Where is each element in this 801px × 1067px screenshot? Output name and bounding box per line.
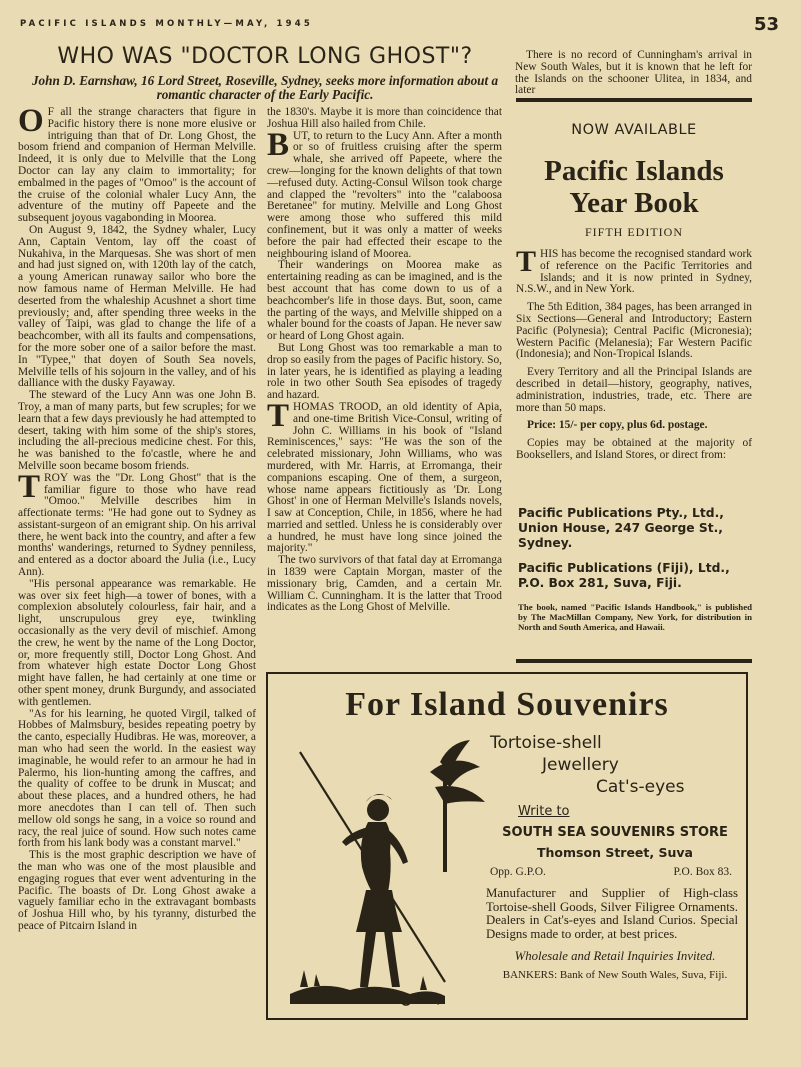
artist-signature: Okusey: [418, 996, 442, 1005]
paragraph: "As for his learning, he quoted Virgil, talked of Hobbes of Malmsbury, besides repeating poetry by the canto, especially Hudibras. He was, moreover, a man who had seen the world. In the easiest way imaginable, he would refer to an armour he had in Palermo, his lion-hunting among the caffres, and the quality of coffee to be drunk in Muscat; and about these places, and a hundred others, he had more anecdotes than I can tell of. Then such mellow old songs he sang, in a voice so round and racy, the real juice of sound. How such notes came forth from his lank body was a constant marvel.": [18, 707, 256, 850]
paragraph: This is the most graphic description we have of the man who was one of the most plausible and engaging rogues that ever went adventuring in the Pacific. The boasts of Dr. Long Ghost awake a vaguely familiar echo in the extravagant bombasts of Joshua Hill who, by his tyranny, disturbed the peace of Pitcairn Island in: [18, 849, 256, 932]
store-name: SOUTH SEA SOUVENIRS STORE: [502, 825, 728, 840]
souvenir-advertisement: [266, 672, 748, 1020]
souvenir-headline: For Island Souvenirs: [345, 686, 669, 723]
paragraph: THIS has become the recognised standard work of reference on the Pacific Territories and Islands; and it is now printed in Sydney, N.S.W., and in New York.: [516, 245, 752, 296]
product-line: Tortoise-shell: [490, 733, 602, 753]
article-title: WHO WAS "DOCTOR LONG GHOST"?: [57, 44, 473, 69]
article-subtitle: John D. Earnshaw, 16 Lord Street, Roseville, Sydney, seeks more information about a romantic character of the Early Pacific.: [31, 73, 499, 102]
paragraph: The 5th Edition, 384 pages, has been arranged in Six Sections—General and Introductory; Eastern Pacific (Polynesia); Central Pacific (Micronesia); Western Pacific (Melanesia); Far Western Pacific (Indonesia); and Non-Tropical Islands.: [516, 301, 752, 361]
souvenir-details: [486, 732, 744, 981]
paragraph: But Long Ghost was too remarkable a man to drop so easily from the pages of Pacific history. So, in later years, he is identified as playing a leading role in two other South Sea episodes of tragedy and hazard.: [267, 341, 502, 402]
paragraph: OF all the strange characters that figure in Pacific history there is none more elusive or intriguing than that of Dr. Long Ghost, the bosom friend and companion of Herman Melville. Indeed, it is only due to Melville that the Long Doctor can lay any claim to immortality; for embalmed in the pages of "Omoo" is the account of the cruise of the colonial whaler Lucy Ann, the adventure of the mutiny off Papeete and the subsequent joyous vagabonding in Moorea.: [18, 103, 256, 225]
product-line: Cat's-eyes: [596, 777, 685, 797]
paragraph: There is no record of Cunningham's arrival in New South Wales, but it is known that he left for the Islands on the schooner Ulitea, in 1834, and later: [515, 49, 752, 97]
price-line: Price: 15/- per copy, plus 6d. postage.: [527, 419, 708, 432]
running-header: PACIFIC ISLANDS MONTHLY—MAY, 1945: [20, 19, 313, 29]
divider-rule: [516, 659, 752, 663]
store-street: Thomson Street, Suva: [537, 845, 693, 860]
paragraph: The steward of the Lucy Ann was one John B. Troy, a man of many parts, but few scruples; for we learn that a few days previously he had attempted to desert, taking with him some of the ship's stores, including the all-precious medicine chest. For this, he was banished to the fo'castle, where he and Melville soon became bosom friends.: [18, 389, 256, 472]
yearbook-edition: FIFTH EDITION: [585, 225, 683, 239]
paragraph: Copies may be obtained at the majority of Booksellers, and Island Stores, or direct from:: [516, 437, 752, 461]
yearbook-description: [516, 245, 752, 468]
article-column-2: [267, 107, 502, 614]
publisher-sydney: Pacific Publications Pty., Ltd., Union House, 247 George St., Sydney.: [518, 506, 724, 550]
write-to-label: Write to: [518, 804, 570, 819]
product-line: Jewellery: [542, 755, 619, 775]
po-box: P.O. Box 83.: [673, 866, 732, 878]
handbook-note: The book, named "Pacific Islands Handbook," is published by The MacMillan Company, New York, for distribution in North and South America, and Hawaii.: [518, 602, 752, 632]
paragraph: Every Territory and all the Principal Islands are described in detail—history, geography, natives, administration, industries, trade, etc. There are more than 50 maps.: [516, 366, 752, 414]
page-number: 53: [753, 14, 779, 35]
paragraph: the 1830's. Maybe it is more than coincidence that Joshua Hill also hailed from Chile.: [267, 106, 502, 130]
bankers-note: BANKERS: Bank of New South Wales, Suva, Fiji.: [502, 968, 728, 981]
opposite-gpo: Opp. G.P.O.: [490, 866, 546, 878]
native-figure-illustration: [280, 732, 490, 1012]
store-location: [486, 866, 744, 878]
paragraph: THOMAS TROOD, an old identity of Apia, and one-time British Vice-Consul, writing of John C. Williams in his book of "Island Reminiscences," says: "He was the son of the celebrated missionary, John Williams, who was murdered, with Mr. Harris, at Erromanga, their companions escaping. One of them, a surgeon, whose name appears fictitiously as 'Dr. Long Ghost' in one of Herman Melville's Islands novels, I saw at Conception, Chile, in 1856, where he had married and settled. Unless he is considerably over a hundred, he must have long since joined the majority.": [267, 397, 502, 555]
paragraph: Their wanderings on Moorea make as entertaining reading as can be imagined, and is the best account that has come down to us of a beachcomber's life in those days. But, soon, came the parting of the ways, and Melville shipped on a whaler bound for the coasts of Japan. He never saw or heard of Long Ghost again.: [267, 259, 502, 343]
paragraph: BUT, to return to the Lucy Ann. After a month or so of fruitless cruising after the sperm whale, she arrived off Papeete, where the crew—longing for the known delights of that town—refused duty. Acting-Consul Wilson took charge and clapped the "revolters" into the "calaboosa Beretanee" for mutiny. Melville and Long Ghost were among those who suffered this mild confinement, but it was only a matter of weeks before the pair had effected their escape to the neighbouring island of Moorea.: [267, 126, 502, 260]
paragraph: TROY was the "Dr. Long Ghost" that is the familiar figure to those who have read "Omoo." Melville describes him in affectionate terms: "He had gone out to Sydney as assistant-surgeon of an emigrant ship. On his arrival there, he went back into the country, and after a few months' wanderings, returned to Sydney penniless, and entered as a doctor aboard the Julia (i.e., Lucy Ann).: [18, 468, 256, 579]
article-column-1: [18, 103, 256, 933]
publisher-fiji: Pacific Publications (Fiji), Ltd., P.O. Box 281, Suva, Fiji.: [518, 561, 730, 590]
store-description: Manufacturer and Supplier of High-class Tortoise-shell Goods, Silver Filigree Ornaments. Dealers in Cat's-eyes and Island Curios. Special Designs made to order, at best prices.: [486, 886, 738, 941]
paragraph: "His personal appearance was remarkable. He was over six feet high—a tower of bones, with a complexion absolutely colourless, fair hair, and a light, unscrupulous grey eye, twinkling occasionally as the very devil of mischief. Among the crew, he went by the name of the Long Doctor, or, more frequently still, Doctor Long Ghost. And from whatever high estate Doctor Long Ghost might have fallen, he had certainly at one time or other spent money, drunk Burgundy, and associated with gentlemen.: [18, 577, 256, 708]
divider-rule: [516, 98, 752, 102]
paragraph: The two survivors of that fatal day at Erromanga in 1839 were Captain Morgan, master of the missionary brig, Camden, and a certain Mr. William C. Cunningham. It is the latter that Trood indicates as the Long Ghost of Melville.: [267, 554, 502, 614]
wholesale-note: Wholesale and Retail Inquiries Invited.: [514, 949, 716, 963]
paragraph: On August 9, 1842, the Sydney whaler, Lucy Ann, Captain Ventom, lay off the coast of Nukahiva, in the Marquesas. She was short of men and had just signed on, with 120th lay of the catch, a young American runaway sailor who bore the now famous name of Herman Melville. He had deserted from the whaleship Acushnet a short time previously; and, after spending three weeks in the valley of Taipi, was glad to change the life of a beachcomber, with all its faults and compensations, for the more sober one of a sailor before the mast. In "Typee," that doyen of South Sea novels, Melville tells of his sojourn in the valley, and of his dalliance with the dusky Fayaway.: [18, 223, 256, 390]
now-available-label: NOW AVAILABLE: [571, 122, 697, 138]
article-column-3: [515, 50, 752, 97]
yearbook-title: Pacific Islands Year Book: [544, 155, 724, 219]
